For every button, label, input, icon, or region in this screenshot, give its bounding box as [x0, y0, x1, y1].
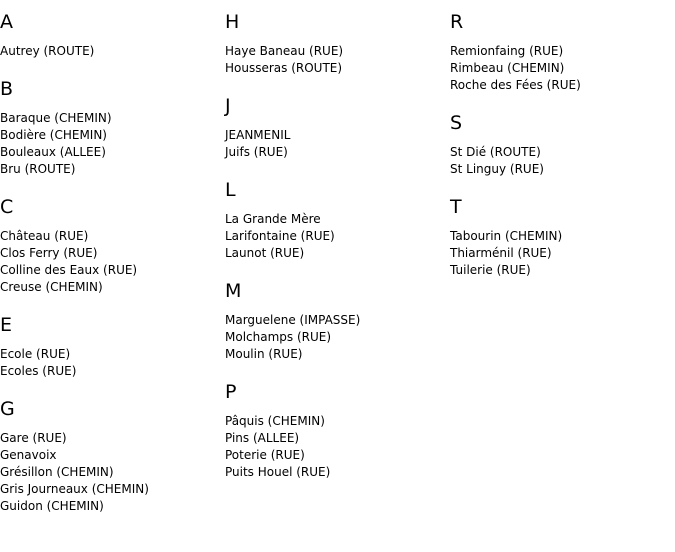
street-link[interactable]: Pins (ALLEE) — [225, 431, 300, 445]
letter-section-g — [0, 397, 225, 515]
street-link[interactable]: Ecole (RUE) — [0, 347, 71, 361]
street-link[interactable]: Creuse (CHEMIN) — [0, 280, 103, 294]
street-link[interactable]: Pâquis (CHEMIN) — [225, 414, 325, 428]
street-link[interactable]: Molchamps (RUE) — [225, 330, 332, 344]
street-column-3 — [450, 10, 675, 296]
letter-section-r — [450, 10, 675, 94]
street-link[interactable]: St Linguy (RUE) — [450, 162, 544, 176]
street-link[interactable]: Larifontaine (RUE) — [225, 229, 335, 243]
street-link[interactable]: Guidon (CHEMIN) — [0, 499, 104, 513]
street-link[interactable]: St Dié (ROUTE) — [450, 145, 541, 159]
letter-section-e — [0, 313, 225, 380]
street-link[interactable]: Moulin (RUE) — [225, 347, 303, 361]
street-link[interactable]: Colline des Eaux (RUE) — [0, 263, 138, 277]
street-link[interactable]: Autrey (ROUTE) — [0, 44, 95, 58]
section-letter: B — [0, 78, 14, 100]
letter-section-l — [225, 178, 450, 262]
street-link[interactable]: Juifs (RUE) — [225, 145, 288, 159]
street-link[interactable]: Gris Journeaux (CHEMIN) — [0, 482, 149, 496]
street-link[interactable]: Roche des Fées (RUE) — [450, 78, 581, 92]
street-link[interactable]: Ecoles (RUE) — [0, 364, 77, 378]
street-link[interactable]: Thiarménil (RUE) — [450, 246, 552, 260]
street-link[interactable]: Rimbeau (CHEMIN) — [450, 61, 565, 75]
letter-section-m — [225, 279, 450, 363]
street-link[interactable]: Bru (ROUTE) — [0, 162, 76, 176]
street-link[interactable]: JEANMENIL — [225, 128, 291, 142]
street-link[interactable]: Clos Ferry (RUE) — [0, 246, 98, 260]
street-link[interactable]: Tabourin (CHEMIN) — [450, 229, 563, 243]
street-link[interactable]: Poterie (RUE) — [225, 448, 305, 462]
street-link[interactable]: Puits Houel (RUE) — [225, 465, 331, 479]
street-link[interactable]: Bodière (CHEMIN) — [0, 128, 107, 142]
street-link[interactable]: Genavoix — [0, 448, 57, 462]
street-column-2 — [225, 10, 450, 498]
letter-section-b — [0, 77, 225, 178]
letter-section-c — [0, 195, 225, 296]
section-letter: M — [225, 280, 242, 302]
street-link[interactable]: Launot (RUE) — [225, 246, 305, 260]
section-letter: J — [225, 95, 231, 117]
street-link[interactable]: Marguelene (IMPASSE) — [225, 313, 361, 327]
street-link[interactable]: Grésillon (CHEMIN) — [0, 465, 114, 479]
section-letter: S — [450, 112, 463, 134]
letter-section-j — [225, 94, 450, 161]
section-letter: T — [450, 196, 462, 218]
letter-section-s — [450, 111, 675, 178]
letter-section-p — [225, 380, 450, 481]
section-letter: H — [225, 11, 240, 33]
letter-section-t — [450, 195, 675, 279]
street-link[interactable]: Gare (RUE) — [0, 431, 67, 445]
street-link[interactable]: La Grande Mère — [225, 212, 321, 226]
section-letter: G — [0, 398, 15, 420]
letter-section-h — [225, 10, 450, 77]
section-letter: L — [225, 179, 236, 201]
street-link[interactable]: Remionfaing (RUE) — [450, 44, 564, 58]
letter-section-a — [0, 10, 225, 60]
section-letter: E — [0, 314, 13, 336]
street-column-1 — [0, 10, 225, 532]
section-letter: C — [0, 196, 14, 218]
street-link[interactable]: Bouleaux (ALLEE) — [0, 145, 106, 159]
street-link[interactable]: Château (RUE) — [0, 229, 89, 243]
street-link[interactable]: Haye Baneau (RUE) — [225, 44, 344, 58]
street-link[interactable]: Housseras (ROUTE) — [225, 61, 343, 75]
section-letter: P — [225, 381, 237, 403]
section-letter: R — [450, 11, 464, 33]
street-link[interactable]: Baraque (CHEMIN) — [0, 111, 112, 125]
street-link[interactable]: Tuilerie (RUE) — [450, 263, 531, 277]
section-letter: A — [0, 11, 13, 33]
